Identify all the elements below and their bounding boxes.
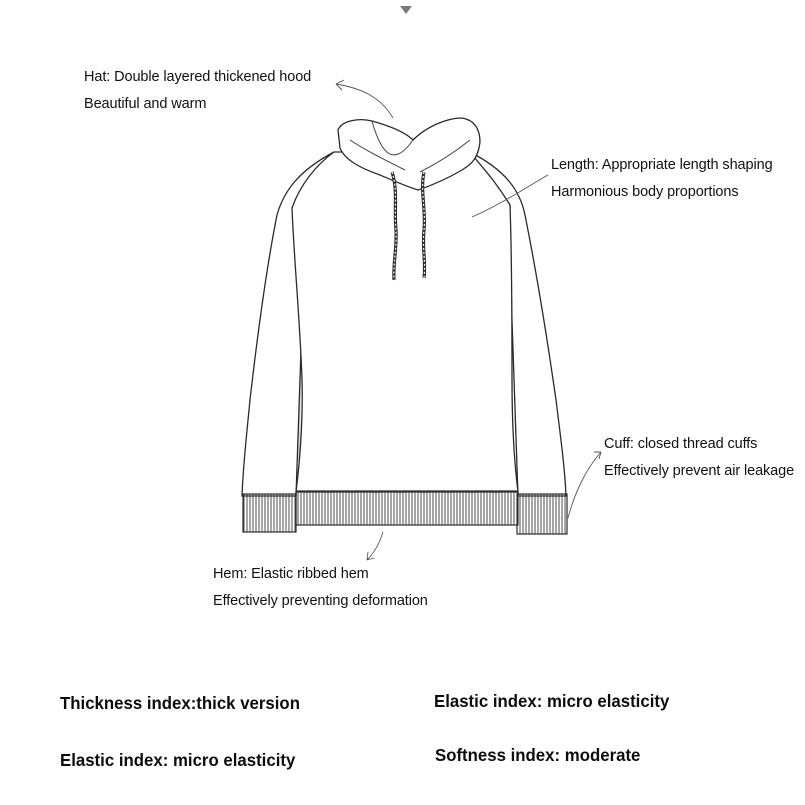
hem-annotation-line2: Effectively preventing deformation <box>213 593 428 609</box>
length-annotation-line2: Harmonious body proportions <box>551 184 739 200</box>
hem-annotation <box>213 561 428 615</box>
cuff-annotation <box>604 431 794 485</box>
hoodie-body <box>292 152 518 492</box>
hat-annotation-line2: Beautiful and warm <box>84 96 207 112</box>
hat-leader-line <box>336 84 393 118</box>
softness-index: Softness index: moderate <box>435 745 641 765</box>
length-annotation <box>551 152 773 206</box>
thickness-index: Thickness index:thick version <box>60 693 300 713</box>
hem-annotation-line1: Hem: Elastic ribbed hem <box>213 566 369 582</box>
elastic-index-right: Elastic index: micro elasticity <box>434 691 670 711</box>
cuff-annotation-line1: Cuff: closed thread cuffs <box>604 436 758 452</box>
hem-leader-line <box>367 532 383 560</box>
top-marker-icon <box>400 6 412 14</box>
length-annotation-line1: Length: Appropriate length shaping <box>551 157 773 173</box>
cuff-annotation-line2: Effectively prevent air leakage <box>604 463 795 479</box>
elastic-index-left: Elastic index: micro elasticity <box>60 750 296 770</box>
hat-annotation-line1: Hat: Double layered thickened hood <box>84 69 312 85</box>
hat-annotation <box>84 64 311 118</box>
ribbed-hem <box>296 491 518 525</box>
left-cuff <box>243 494 296 532</box>
cuff-leader-line <box>568 452 601 518</box>
right-cuff <box>517 494 567 534</box>
